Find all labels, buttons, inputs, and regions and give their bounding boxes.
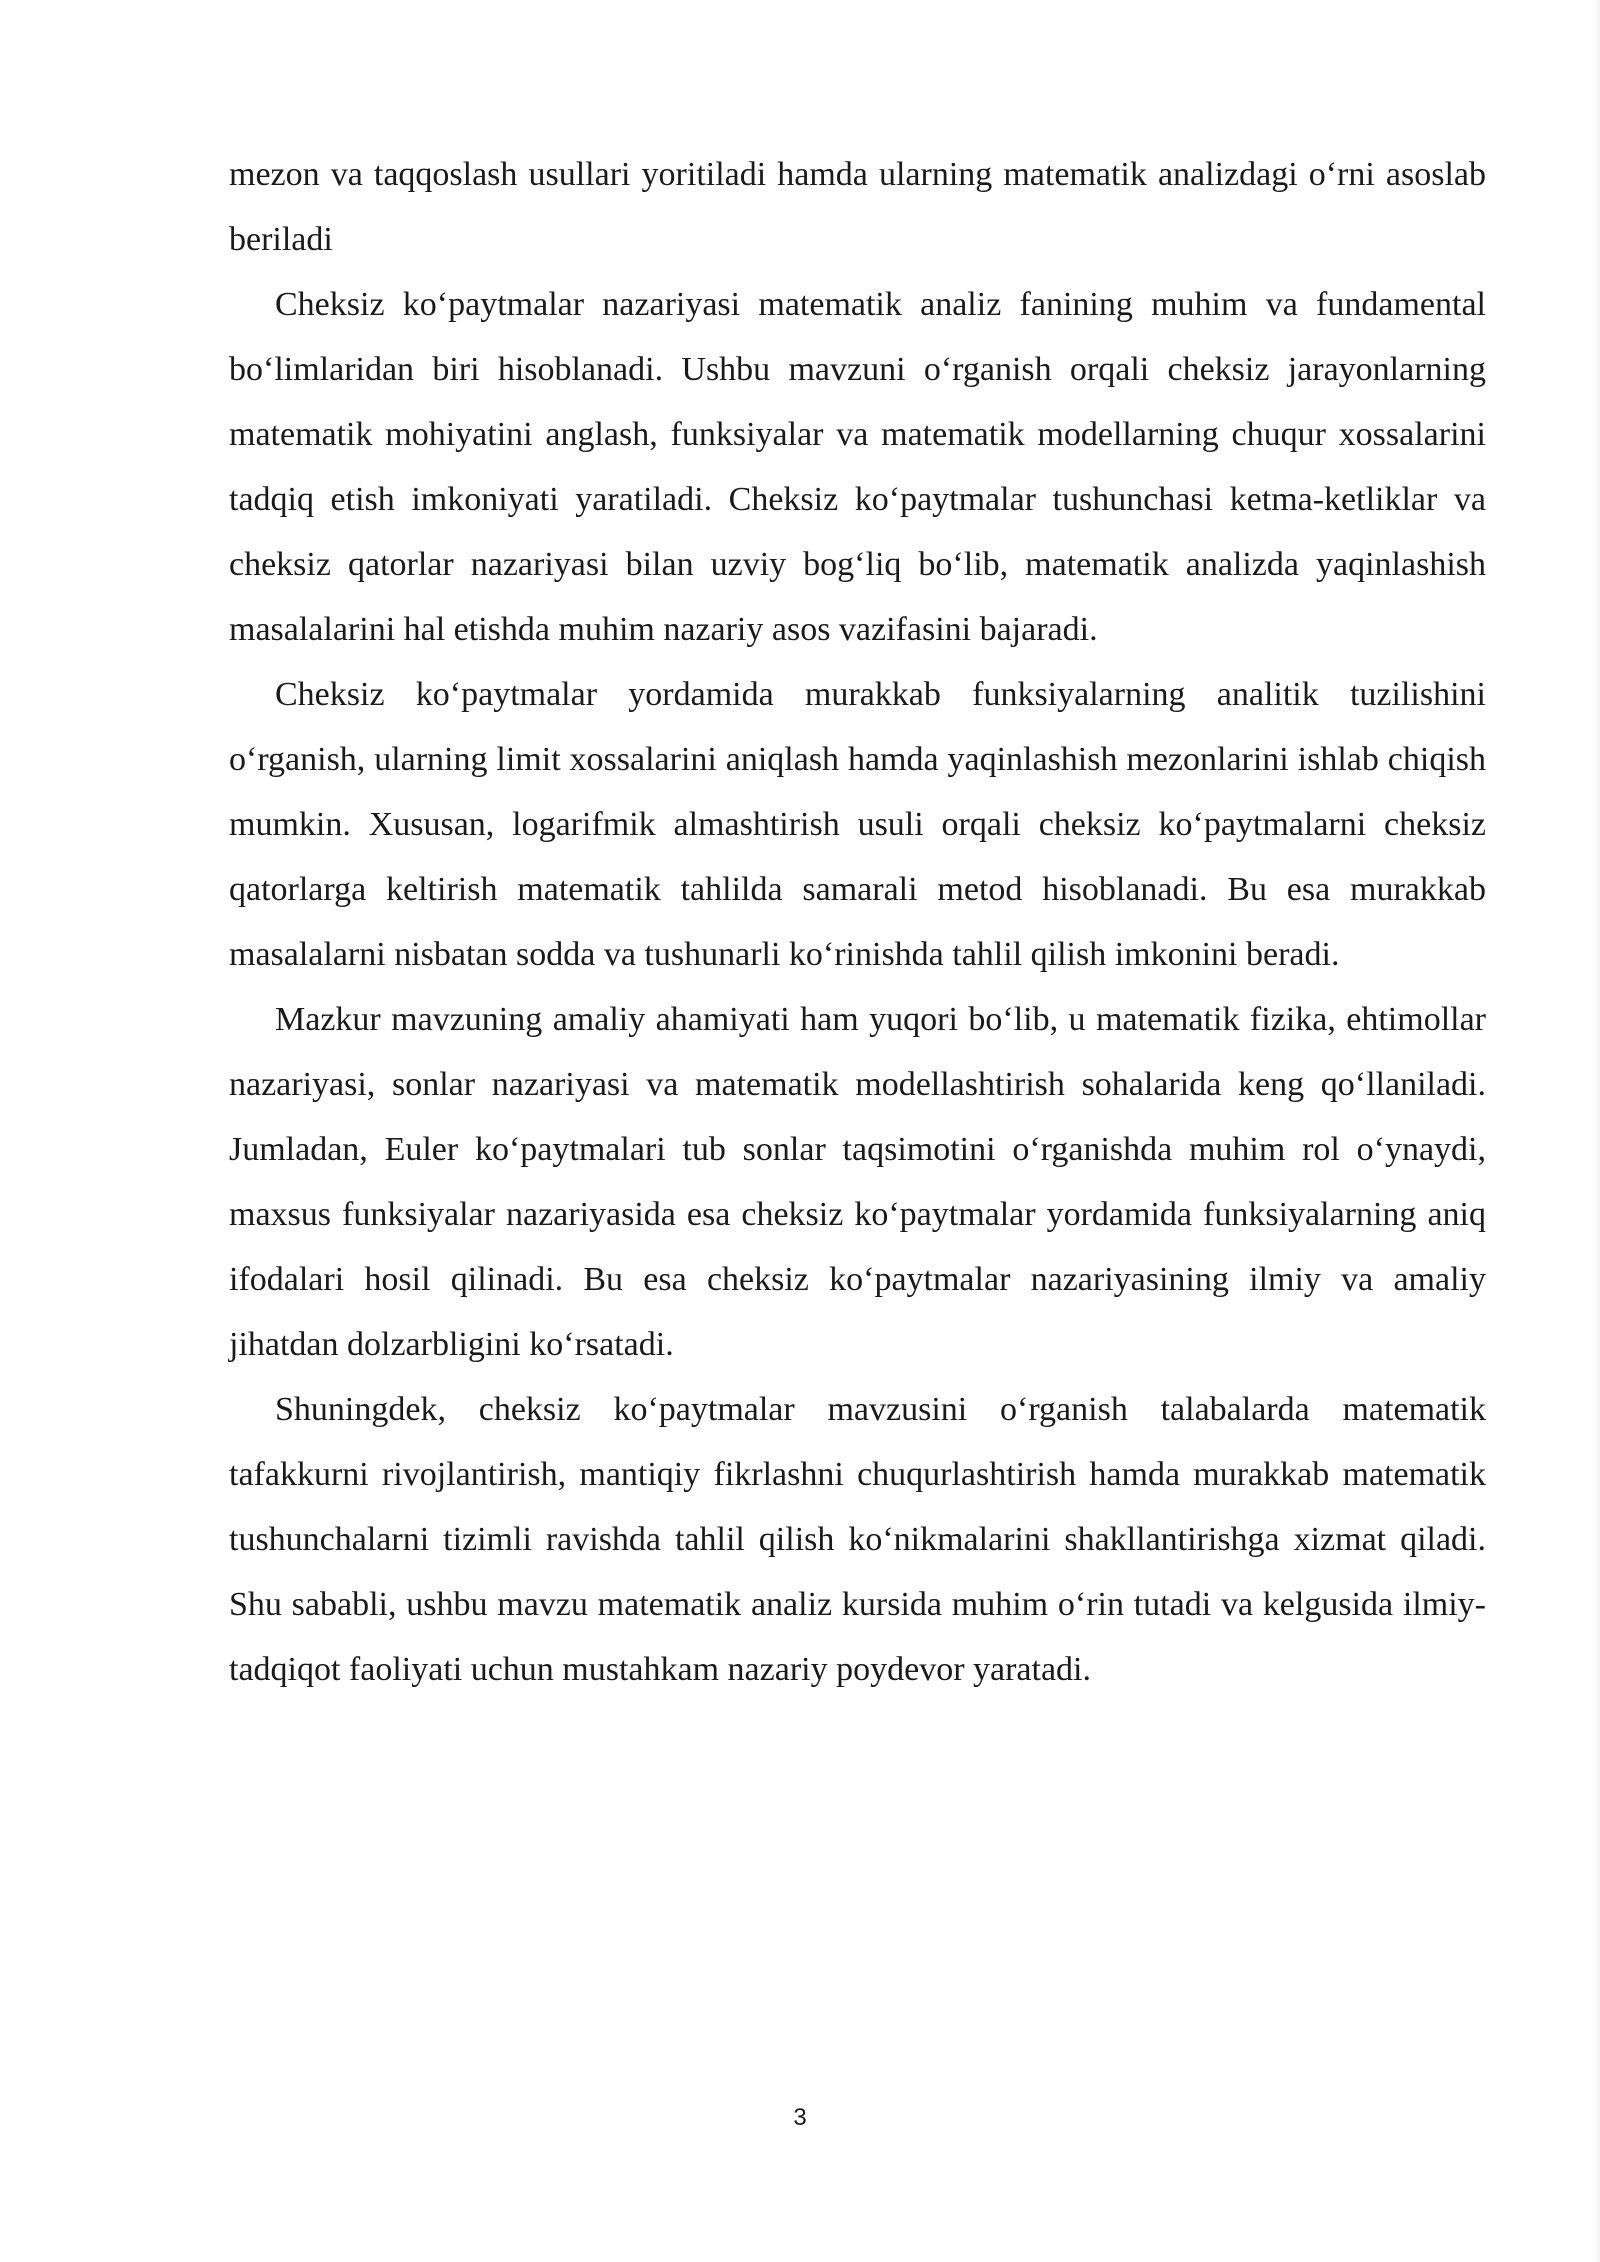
- paragraph-practical-importance: Mazkur mavzuning amaliy ahamiyati ham yuqori bo‘lib, u matematik fizika, ehtimollar nazariyasi, sonlar nazariyasi va matematik modellashtirish sohalarida keng qo‘llaniladi. Jumladan, Euler ko‘paytmalari tub sonlar taqsimotini o‘rganishda muhim rol o‘ynaydi, maxsus funksiyalar nazariyasida esa cheksiz ko‘paytmalar yordamida funksiyalarning aniq ifodalari hosil qilinadi. Bu esa cheksiz ko‘paytmalar nazariyasining ilmiy va amaliy jihatdan dolzarbligini ko‘rsatadi.: [229, 1001, 1486, 1363]
- paragraph-introduction: Cheksiz ko‘paytmalar nazariyasi matematik analiz fanining muhim va fundamental bo‘limlaridan biri hisoblanadi. Ushbu mavzuni o‘rganish orqali cheksiz jarayonlarning matematik mohiyatini anglash, funksiyalar va matematik modellarning chuqur xossalarini tadqiq etish imkoniyati yaratiladi. Cheksiz ko‘paytmalar tushunchasi ketma-ketliklar va cheksiz qatorlar nazariyasi bilan uzviy bog‘liq bo‘lib, matematik analizda yaqinlashish masalalarini hal etishda muhim nazariy asos vazifasini bajaradi.: [229, 286, 1486, 648]
- page-edge-shadow: [1594, 0, 1600, 2262]
- paragraph-analytic-structure: Cheksiz ko‘paytmalar yordamida murakkab funksiyalarning analitik tuzilishini o‘rganish, ularning limit xossalarini aniqlash hamda yaqinlashish mezonlarini ishlab chiqish mumkin. Xususan, logarifmik almashtirish usuli orqali cheksiz ko‘paytmalarni cheksiz qatorlarga keltirish matematik tahlilda samarali metod hisoblanadi. Bu esa murakkab masalalarni nisbatan sodda va tushunarli ko‘rinishda tahlil qilish imkonini beradi.: [229, 676, 1486, 973]
- page-number: 3: [793, 2104, 807, 2131]
- paragraph-continuation: mezon va taqqoslash usullari yoritiladi hamda ularning matematik analizdagi o‘rni asoslab beriladi: [229, 156, 1486, 258]
- paragraph-conclusion: Shuningdek, cheksiz ko‘paytmalar mavzusini o‘rganish talabalarda matematik tafakkurni rivojlantirish, mantiqiy fikrlashni chuqurlashtirish hamda murakkab matematik tushunchalarni tizimli ravishda tahlil qilish ko‘nikmalarini shakllantirishga xizmat qiladi. Shu sababli, ushbu mavzu matematik analiz kursida muhim o‘rin tutadi va kelgusida ilmiy-tadqiqot faoliyati uchun mustahkam nazariy poydevor yaratadi.: [229, 1391, 1486, 1688]
- page-body: [229, 142, 1486, 1702]
